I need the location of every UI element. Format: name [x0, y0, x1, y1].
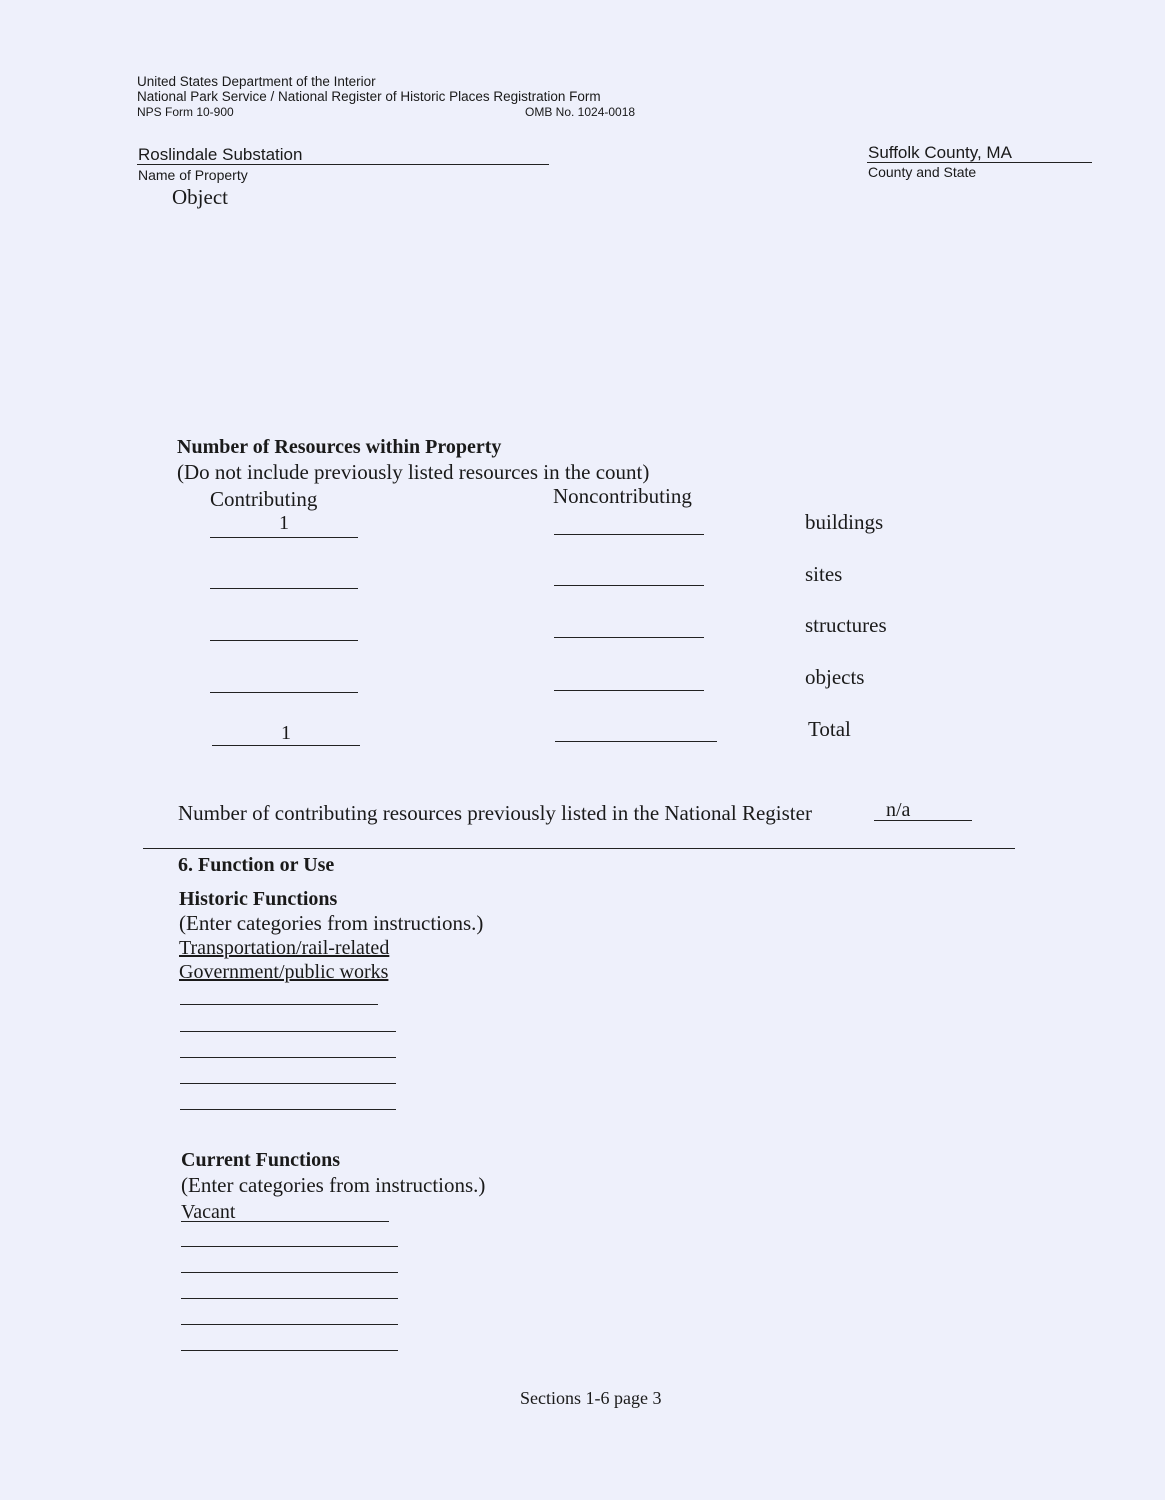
historic-function-blank-line [180, 1109, 396, 1110]
contributing-buildings-line [210, 537, 358, 538]
omb-number: OMB No. 1024-0018 [525, 105, 636, 119]
property-name-label: Name of Property [138, 167, 248, 183]
contributing-objects-line [210, 692, 358, 693]
col-contributing-header: Contributing [210, 487, 318, 511]
type-sites: sites [805, 562, 843, 586]
type-structures: structures [805, 613, 887, 637]
noncontributing-objects-line [554, 690, 704, 691]
current-function-blank-line [181, 1272, 398, 1273]
current-functions-title: Current Functions [181, 1149, 341, 1171]
historic-functions-title: Historic Functions [179, 888, 338, 910]
noncontributing-structures-line [554, 637, 704, 638]
current-function-blank-line [181, 1246, 398, 1247]
previously-listed-line [874, 820, 972, 821]
county-state-label: County and State [868, 164, 977, 180]
previously-listed-value: n/a [886, 799, 911, 821]
historic-function-item: Government/public works [179, 961, 389, 983]
current-function-line [181, 1221, 389, 1222]
current-function-blank-line [181, 1350, 398, 1351]
contributing-total-line [212, 745, 360, 746]
current-function-blank-line [181, 1324, 398, 1325]
historic-function-blank-line [180, 1031, 396, 1032]
property-category: Object [172, 185, 228, 209]
agency-name: United States Department of the Interior [137, 74, 376, 89]
historic-function-item: Transportation/rail-related [179, 937, 390, 959]
resources-title: Number of Resources within Property [177, 436, 502, 458]
historic-function-blank-line [180, 1057, 396, 1058]
county-state-value: Suffolk County, MA [868, 143, 1012, 162]
section-divider [143, 848, 1015, 849]
property-name-value: Roslindale Substation [138, 145, 303, 164]
form-title: National Park Service / National Register of Historic Places Registration Form [137, 89, 601, 104]
historic-function-blank-line [180, 1083, 396, 1084]
contributing-sites-line [210, 588, 358, 589]
type-total: Total [808, 717, 851, 741]
noncontributing-buildings-line [554, 534, 704, 535]
property-name-line [137, 164, 549, 165]
page-footer: Sections 1-6 page 3 [520, 1388, 662, 1408]
current-functions-note: (Enter categories from instructions.) [181, 1173, 486, 1197]
form-number: NPS Form 10-900 [137, 105, 234, 119]
noncontributing-sites-line [554, 585, 704, 586]
type-buildings: buildings [805, 510, 884, 534]
contributing-structures-line [210, 640, 358, 641]
contributing-buildings: 1 [279, 512, 289, 534]
noncontributing-total-line [555, 741, 717, 742]
resources-note: (Do not include previously listed resources in the count) [177, 460, 650, 484]
section-6-title: 6. Function or Use [178, 854, 335, 876]
col-noncontributing-header: Noncontributing [553, 484, 692, 508]
current-function-blank-line [181, 1298, 398, 1299]
historic-functions-note: (Enter categories from instructions.) [179, 911, 484, 935]
contributing-total: 1 [281, 722, 291, 744]
current-function-item: Vacant [181, 1201, 236, 1223]
historic-function-blank-line [180, 1004, 378, 1005]
type-objects: objects [805, 665, 865, 689]
county-state-line [867, 162, 1092, 163]
previously-listed-label: Number of contributing resources previously listed in the National Register [178, 801, 812, 825]
